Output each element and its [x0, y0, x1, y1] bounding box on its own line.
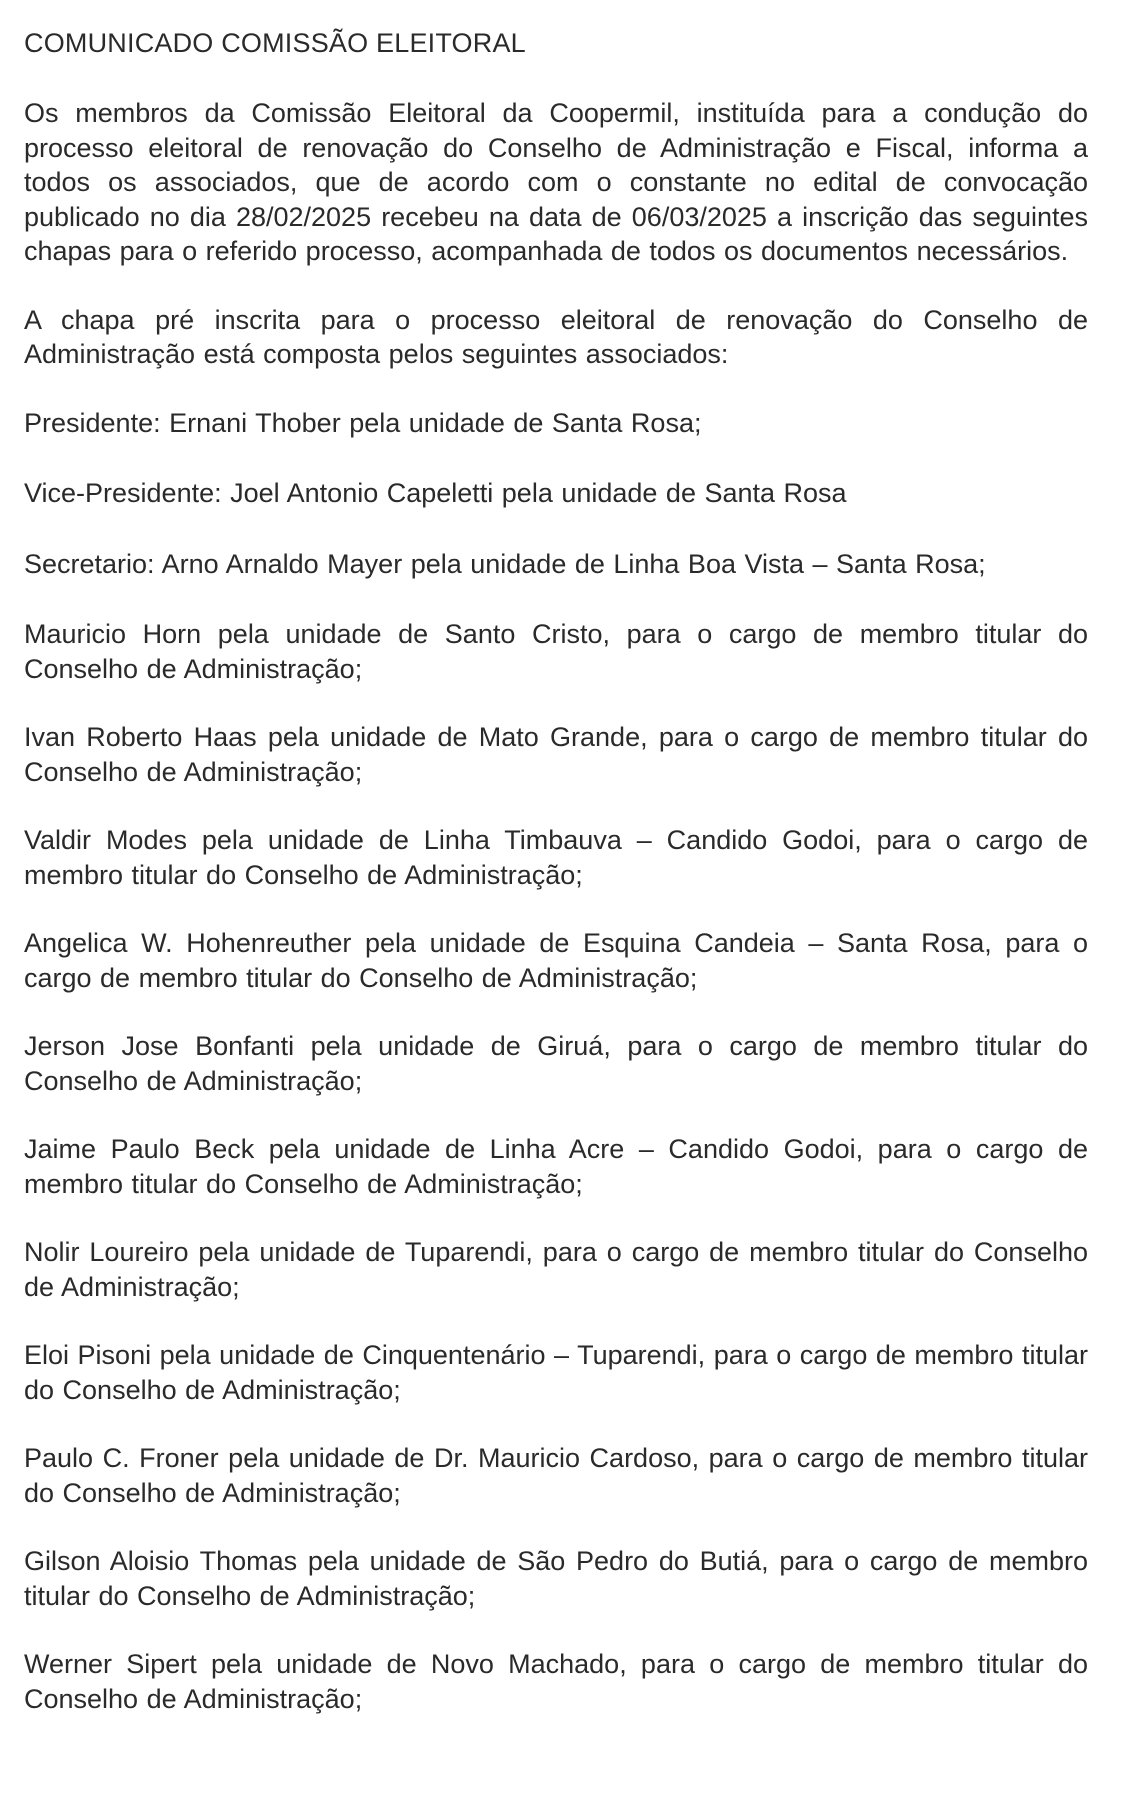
document-page	[24, 26, 1088, 1750]
member-item: Paulo C. Froner pela unidade de Dr. Mauricio Cardoso, para o cargo de membro titular do Conselho de Administração;	[24, 1443, 1088, 1508]
member-item: Nolir Loureiro pela unidade de Tuparendi, para o cargo de membro titular do Conselho de Administração;	[24, 1237, 1088, 1302]
member-item: Jaime Paulo Beck pela unidade de Linha Acre – Candido Godoi, para o cargo de membro titular do Conselho de Administração;	[24, 1134, 1088, 1199]
document-title: COMUNICADO COMISSÃO ELEITORAL	[24, 28, 526, 58]
member-item: Werner Sipert pela unidade de Novo Machado, para o cargo de membro titular do Conselho de Administração;	[24, 1649, 1088, 1714]
member-item: Gilson Aloisio Thomas pela unidade de São Pedro do Butiá, para o cargo de membro titular do Conselho de Administração;	[24, 1546, 1088, 1611]
member-secretary: Secretario: Arno Arnaldo Mayer pela unidade de Linha Boa Vista – Santa Rosa;	[24, 548, 986, 579]
member-vice-president: Vice-Presidente: Joel Antonio Capeletti pela unidade de Santa Rosa	[24, 478, 847, 508]
member-president: Presidente: Ernani Thober pela unidade de Santa Rosa;	[24, 407, 702, 438]
member-item: Jerson Jose Bonfanti pela unidade de Giruá, para o cargo de membro titular do Conselho de Administração;	[24, 1031, 1088, 1096]
member-item: Angelica W. Hohenreuther pela unidade de Esquina Candeia – Santa Rosa, para o cargo de membro titular do Conselho de Administração;	[24, 928, 1088, 993]
member-item: Mauricio Horn pela unidade de Santo Cristo, para o cargo de membro titular do Conselho de Administração;	[24, 619, 1088, 684]
member-item: Valdir Modes pela unidade de Linha Timbauva – Candido Godoi, para o cargo de membro titular do Conselho de Administração;	[24, 825, 1088, 890]
member-item: Eloi Pisoni pela unidade de Cinquentenário – Tuparendi, para o cargo de membro titular do Conselho de Administração;	[24, 1340, 1088, 1405]
member-item: Ivan Roberto Haas pela unidade de Mato Grande, para o cargo de membro titular do Conselho de Administração;	[24, 722, 1088, 787]
chapa-intro-paragraph: A chapa pré inscrita para o processo eleitoral de renovação do Conselho de Administração está composta pelos seguintes associados:	[24, 304, 1088, 369]
intro-paragraph: Os membros da Comissão Eleitoral da Coopermil, instituída para a condução do processo eleitoral de renovação do Conselho de Administração e Fiscal, informa a todos os associados, que de acordo com o constante no edital de convocação publicado no dia 28/02/2025 recebeu na data de 06/03/2025 a inscrição das seguintes chapas para o referido processo, acompanhada de todos os documentos necessários.	[24, 98, 1088, 266]
